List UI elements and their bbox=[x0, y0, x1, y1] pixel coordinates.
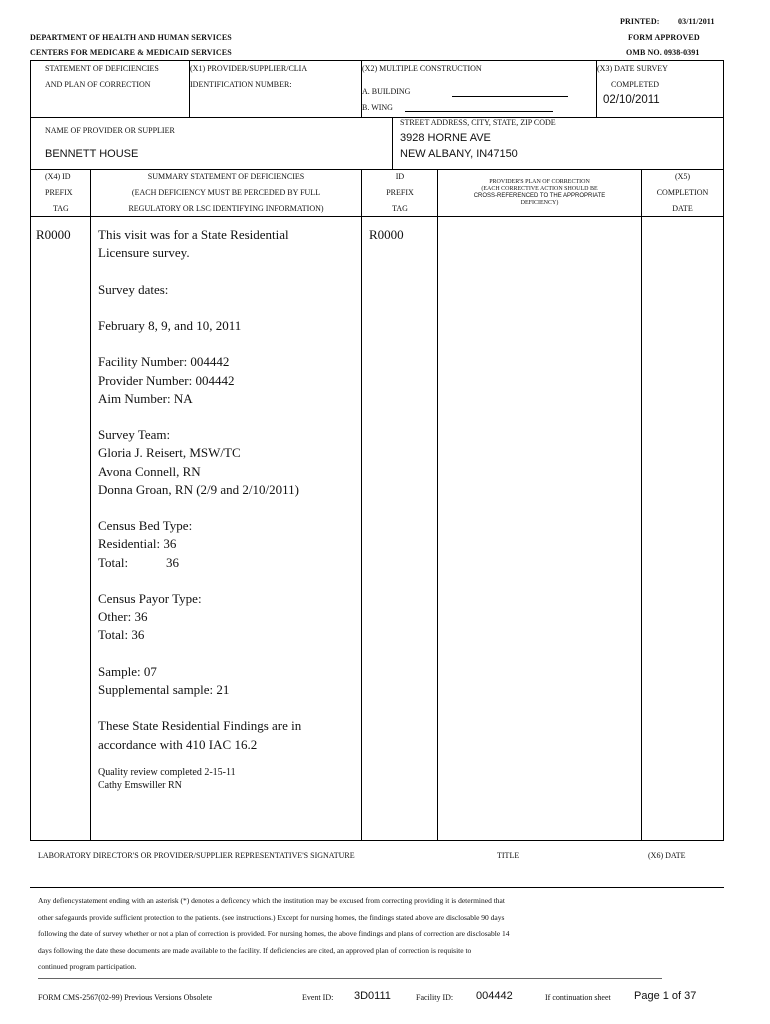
x3-label-2: COMPLETED bbox=[611, 80, 659, 89]
id-header-3: TAG bbox=[392, 204, 408, 213]
centers-title: CENTERS FOR MEDICARE & MEDICAID SERVICES bbox=[30, 48, 232, 57]
summary-line: Census Payor Type: bbox=[98, 590, 202, 606]
summary-header-3: REGULATORY OR LSC IDENTIFYING INFORMATION) bbox=[128, 204, 324, 213]
event-id: 3D0111 bbox=[354, 990, 391, 1002]
summary-line: Cathy Emswiller RN bbox=[98, 779, 182, 791]
border-top bbox=[30, 60, 724, 61]
event-id-label: Event ID: bbox=[302, 993, 334, 1002]
deficiency-summary bbox=[98, 226, 301, 792]
border-name-row bbox=[30, 117, 724, 118]
wing-underline bbox=[405, 111, 553, 112]
notice-line: following the date of survey whether or not a plan of correction is provided. For nursing homes, the above findings and plans of correction are disclosable 14 bbox=[38, 929, 510, 938]
facility-id-label: Facility ID: bbox=[416, 993, 454, 1002]
summary-line: Sample: 07 bbox=[98, 663, 157, 679]
statement-label-1: STATEMENT OF DEFICIENCIES bbox=[45, 64, 159, 73]
summary-line: February 8, 9, and 10, 2011 bbox=[98, 317, 242, 333]
summary-line: Provider Number: 004442 bbox=[98, 372, 235, 388]
department-title: DEPARTMENT OF HEALTH AND HUMAN SERVICES bbox=[30, 33, 232, 42]
x6-date-label: (X6) DATE bbox=[648, 851, 686, 860]
facility-id: 004442 bbox=[476, 990, 513, 1002]
summary-line: accordance with 410 IAC 16.2 bbox=[98, 736, 258, 752]
plan-header-3: CROSS-REFERENCED TO THE APPROPRIATE bbox=[473, 193, 606, 199]
border-signature-bottom bbox=[30, 887, 724, 888]
address-label: STREET ADDRESS, CITY, STATE, ZIP CODE bbox=[400, 118, 556, 127]
total-label: Total: bbox=[98, 554, 129, 570]
wing-label: B. WING bbox=[362, 103, 393, 112]
summary-line: Census Bed Type: bbox=[98, 518, 193, 534]
page-number: Page 1 of 37 bbox=[634, 990, 697, 1002]
col-divider-prefix bbox=[90, 169, 91, 840]
divider-address bbox=[392, 117, 393, 169]
omb-number: OMB NO. 0938-0391 bbox=[626, 48, 700, 57]
notice-line: Any defiencystatement ending with an asterisk (*) denotes a deficency which the institution may be excused from correcting providing it is determined that bbox=[38, 896, 505, 905]
notice-line: other safegaurds provide sufficient protection to the patients. (see instructions.) Except for nursing homes, the findings stated above are disclosable 90 days bbox=[38, 912, 505, 922]
prefix-tag: R0000 bbox=[36, 227, 71, 242]
summary-line: These State Residential Findings are in bbox=[98, 718, 302, 734]
summary-line: Survey Team: bbox=[98, 427, 171, 443]
plan-header-2: (EACH CORRECTIVE ACTION SHOULD BE bbox=[481, 186, 598, 192]
col-divider-id bbox=[437, 169, 438, 840]
printed-label: PRINTED: bbox=[620, 17, 660, 26]
x5-header-3: DATE bbox=[672, 204, 693, 213]
border-col-header-bottom bbox=[30, 216, 724, 217]
x3-label-1: (X3) DATE SURVEY bbox=[597, 64, 668, 73]
provider-name-label: NAME OF PROVIDER OR SUPPLIER bbox=[45, 126, 175, 135]
summary-header-2: (EACH DEFICIENCY MUST BE PERCEDED BY FULL bbox=[131, 188, 321, 197]
address-city: NEW ALBANY, IN47150 bbox=[400, 148, 518, 160]
signature-label: LABORATORY DIRECTOR'S OR PROVIDER/SUPPLIER REPRESENTATIVE'S SIGNATURE bbox=[38, 851, 355, 860]
summary-line: Donna Groan, RN (2/9 and 2/10/2011) bbox=[98, 481, 299, 497]
col-divider-summary bbox=[361, 169, 362, 840]
x2-label: (X2) MULTIPLE CONSTRUCTION bbox=[362, 64, 482, 73]
x1-label-1: (X1) PROVIDER/SUPPLIER/CLIA bbox=[190, 64, 308, 73]
building-label: A. BUILDING bbox=[362, 87, 411, 96]
address-street: 3928 HORNE AVE bbox=[400, 132, 491, 144]
summary-line: Residential: 36 bbox=[98, 536, 177, 552]
summary-line: Facility Number: 004442 bbox=[98, 354, 230, 370]
survey-completed-date: 02/10/2011 bbox=[603, 94, 660, 106]
title-label: TITLE bbox=[497, 851, 520, 860]
border-col-header-top bbox=[30, 169, 724, 170]
plan-header bbox=[438, 179, 641, 207]
border-right bbox=[723, 60, 724, 840]
x4-header-1: (X4) ID bbox=[45, 172, 71, 181]
statement-label-2: AND PLAN OF CORRECTION bbox=[45, 80, 151, 89]
notice-line: continued program participation. bbox=[38, 962, 137, 971]
x4-header-2: PREFIX bbox=[45, 188, 73, 197]
summary-line: Survey dates: bbox=[98, 281, 169, 297]
border-body-bottom bbox=[30, 840, 724, 841]
summary-line: Avona Connell, RN bbox=[98, 463, 201, 479]
summary-line: Other: 36 bbox=[98, 609, 148, 625]
notice-line: days following the date these documents are made available to the facility. If deficiencies are cited, an approved plan of correction is requisite to bbox=[38, 945, 472, 955]
continuation-label: If continuation sheet bbox=[545, 993, 611, 1002]
summary-line: Aim Number: NA bbox=[98, 390, 193, 406]
border-left bbox=[30, 60, 31, 840]
building-underline bbox=[452, 96, 568, 97]
x4-header-3: TAG bbox=[53, 204, 69, 213]
summary-line: Licensure survey. bbox=[98, 245, 190, 261]
disclosure-notice bbox=[38, 893, 678, 976]
summary-header-1: SUMMARY STATEMENT OF DEFICIENCIES bbox=[147, 172, 305, 181]
summary-line bbox=[98, 554, 301, 572]
x1-label-2: IDENTIFICATION NUMBER: bbox=[190, 80, 292, 89]
summary-line: Supplemental sample: 21 bbox=[98, 681, 230, 697]
plan-header-4: DEFICIENCY) bbox=[520, 200, 559, 206]
summary-line: Total: 36 bbox=[98, 627, 145, 643]
col-divider-plan bbox=[641, 169, 642, 840]
id-header-1: ID bbox=[395, 172, 405, 181]
summary-line: Gloria J. Reisert, MSW/TC bbox=[98, 445, 241, 461]
id-prefix-tag: R0000 bbox=[369, 227, 404, 242]
x5-header-1: (X5) bbox=[674, 172, 691, 181]
printed-date: 03/11/2011 bbox=[678, 17, 715, 26]
total-value: 36 bbox=[166, 554, 179, 570]
summary-line: This visit was for a State Residential bbox=[98, 227, 289, 242]
plan-header-1: PROVIDER'S PLAN OF CORRECTION bbox=[489, 179, 590, 185]
id-header-2: PREFIX bbox=[386, 188, 414, 197]
summary-line: Quality review completed 2-15-11 bbox=[98, 766, 236, 778]
x5-header-2: COMPLETION bbox=[656, 188, 709, 197]
notice-divider bbox=[38, 978, 662, 979]
form-approved: FORM APPROVED bbox=[628, 33, 700, 42]
form-number: FORM CMS-2567(02-99) Previous Versions Obsolete bbox=[38, 993, 213, 1002]
provider-name: BENNETT HOUSE bbox=[45, 148, 139, 160]
